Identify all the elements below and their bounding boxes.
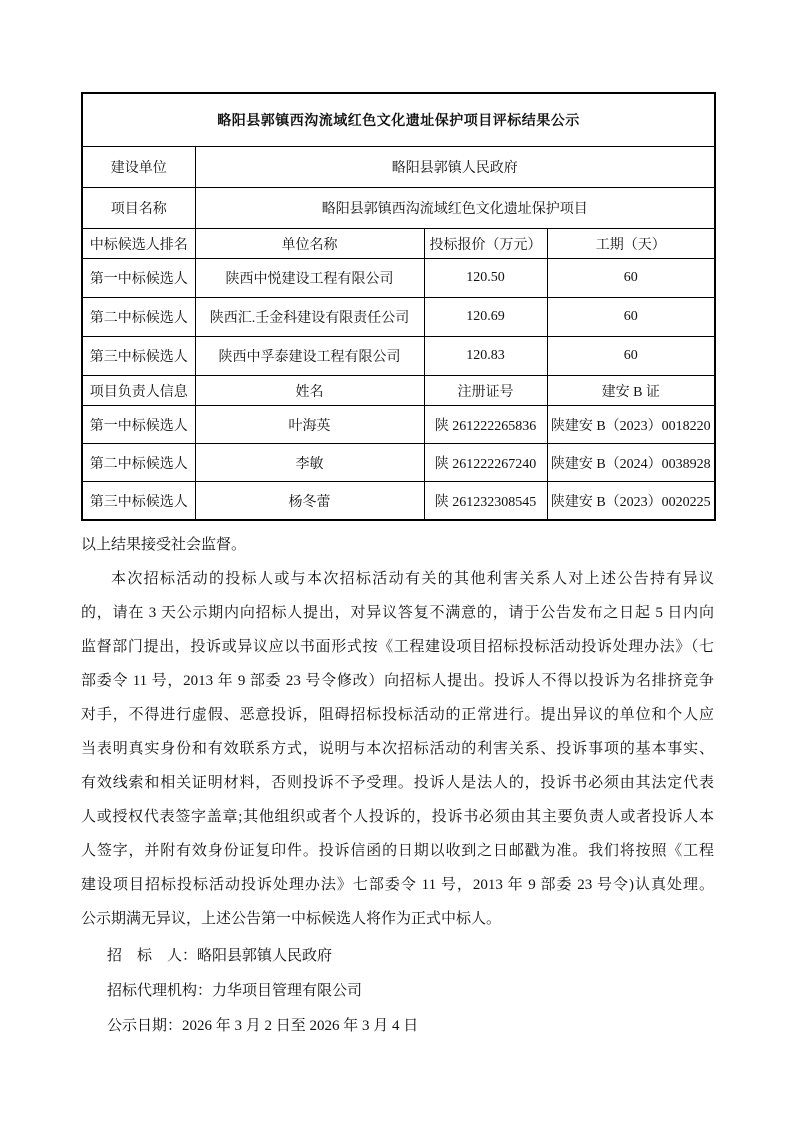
body-line: 人或授权代表签字盖章;其他组织或者个人投诉的，投诉书必须由其主要负责人或者投诉人本 bbox=[81, 809, 714, 825]
cell-name: 杨冬蕾 bbox=[195, 482, 424, 521]
cell-duration: 60 bbox=[547, 259, 715, 298]
cell-rank: 第一中标候选人 bbox=[82, 259, 195, 298]
header-rank: 中标候选人排名 bbox=[82, 229, 195, 259]
owner-label: 建设单位 bbox=[82, 147, 195, 188]
bid-row-2 bbox=[82, 298, 715, 337]
bid-header-row bbox=[82, 229, 715, 259]
cell-reg-no: 陕 261222265836 bbox=[424, 406, 547, 444]
cell-b-cert: 陕建安 B（2024）0038928 bbox=[547, 444, 715, 482]
owner-value: 略阳县郭镇人民政府 bbox=[195, 147, 715, 188]
cell-company: 陕西中悦建设工程有限公司 bbox=[195, 259, 424, 298]
cell-rank: 第二中标候选人 bbox=[82, 444, 195, 482]
agency-line: 招标代理机构：力华项目管理有限公司 bbox=[107, 983, 363, 999]
cell-reg-no: 陕 261232308545 bbox=[424, 482, 547, 521]
body-line: 的，请在 3 天公示期内向招标人提出，对异议答复不满意的，请于公告发布之日起 5 日内向 bbox=[81, 605, 714, 621]
body-line: 部委令 11 号，2013 年 9 部委 23 号令修改）向招标人提出。投诉人不得以投诉为名排挤竞争 bbox=[81, 673, 714, 689]
cell-name: 叶海英 bbox=[195, 406, 424, 444]
body-line: 有效线索和相关证明材料，否则投诉不予受理。投诉人是法人的，投诉书必须由其法定代表 bbox=[81, 775, 714, 791]
project-label: 项目名称 bbox=[82, 188, 195, 229]
body-line: 本次招标活动的投标人或与本次招标活动有关的其他利害关系人对上述公告持有异议 bbox=[111, 571, 714, 587]
info-row-owner bbox=[82, 147, 715, 188]
cell-price: 120.83 bbox=[424, 337, 547, 376]
project-value: 略阳县郭镇西沟流域红色文化遗址保护项目 bbox=[195, 188, 715, 229]
header-price: 投标报价（万元） bbox=[424, 229, 547, 259]
document-content bbox=[81, 92, 714, 1044]
cell-b-cert: 陕建安 B（2023）0018220 bbox=[547, 406, 715, 444]
header-manager-info: 项目负责人信息 bbox=[82, 376, 195, 406]
header-reg-no: 注册证号 bbox=[424, 376, 547, 406]
manager-row-2 bbox=[82, 444, 715, 482]
cell-rank: 第三中标候选人 bbox=[82, 337, 195, 376]
header-b-cert: 建安 B 证 bbox=[547, 376, 715, 406]
cell-reg-no: 陕 261222267240 bbox=[424, 444, 547, 482]
bid-row-3 bbox=[82, 337, 715, 376]
announcement-footer bbox=[81, 939, 714, 1044]
body-line: 监督部门提出，投诉或异议应以书面形式按《工程建设项目招标投标活动投诉处理办法》（七 bbox=[81, 639, 714, 655]
manager-header-row bbox=[82, 376, 715, 406]
cell-duration: 60 bbox=[547, 337, 715, 376]
announcement-body bbox=[81, 528, 714, 936]
cell-company: 陕西汇.壬金科建设有限责任公司 bbox=[195, 298, 424, 337]
cell-rank: 第三中标候选人 bbox=[82, 482, 195, 521]
bid-result-table bbox=[81, 92, 716, 521]
document-title: 略阳县郭镇西沟流域红色文化遗址保护项目评标结果公示 bbox=[82, 93, 715, 147]
cell-name: 李敏 bbox=[195, 444, 424, 482]
header-name: 姓名 bbox=[195, 376, 424, 406]
manager-row-1 bbox=[82, 406, 715, 444]
info-row-project bbox=[82, 188, 715, 229]
body-line: 人签字，并附有效身份证复印件。投诉信函的日期以收到之日邮戳为准。我们将按照《工程 bbox=[81, 843, 714, 859]
body-line: 对手，不得进行虚假、恶意投诉，阻碍招标投标活动的正常进行。提出异议的单位和个人应 bbox=[81, 707, 714, 723]
cell-rank: 第一中标候选人 bbox=[82, 406, 195, 444]
cell-company: 陕西中孚泰建设工程有限公司 bbox=[195, 337, 424, 376]
publicity-period-line: 公示日期：2026 年 3 月 2 日至 2026 年 3 月 4 日 bbox=[107, 1018, 419, 1034]
body-line: 建设项目招标投标活动投诉处理办法》七部委令 11 号，2013 年 9 部委 23 号令)认真处理。 bbox=[81, 877, 714, 893]
header-duration: 工期（天） bbox=[547, 229, 715, 259]
title-row bbox=[82, 93, 715, 147]
bid-row-1 bbox=[82, 259, 715, 298]
tenderer-line: 招 标 人：略阳县郭镇人民政府 bbox=[107, 948, 333, 964]
cell-duration: 60 bbox=[547, 298, 715, 337]
cell-rank: 第二中标候选人 bbox=[82, 298, 195, 337]
manager-row-3 bbox=[82, 482, 715, 521]
closing-line: 公示期满无异议，上述公告第一中标候选人将作为正式中标人。 bbox=[81, 911, 502, 927]
cell-b-cert: 陕建安 B（2023）0020225 bbox=[547, 482, 715, 521]
cell-price: 120.50 bbox=[424, 259, 547, 298]
body-line: 当表明真实身份和有效联系方式，说明与本次招标活动的利害关系、投诉事项的基本事实、 bbox=[81, 741, 714, 757]
supervision-line: 以上结果接受社会监督。 bbox=[81, 537, 247, 553]
header-company: 单位名称 bbox=[195, 229, 424, 259]
cell-price: 120.69 bbox=[424, 298, 547, 337]
